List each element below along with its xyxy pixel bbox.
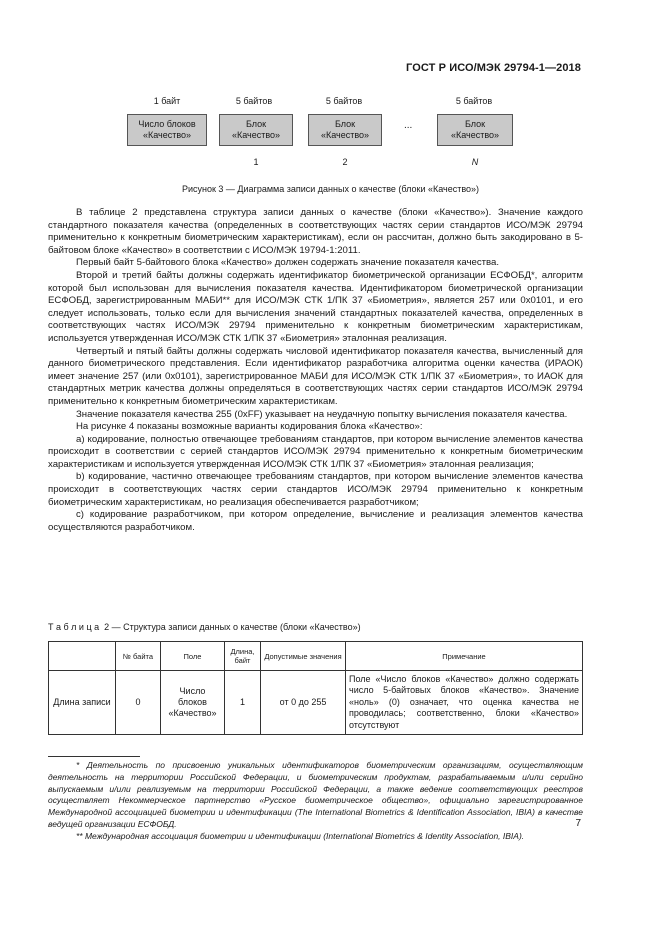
paragraph: На рисунке 4 показаны возможные варианты кодирования блока «Качество»: [76,421,423,433]
byte-label-3: 5 байтов [325,96,363,106]
table-caption: Т а б л и ц а 2 — Структура записи данных о качестве (блоки «Качество») [48,622,361,632]
byte-label-2: 5 байтов [235,96,273,106]
table-cell-note: Поле «Число блоков «Качество» должно содержать число 5-байтовых блоков «Качество». Значение «ноль» (0) означает, что оценка качества не проводилась; соответственно, блоки «Качество» отсутствуют [346,671,583,735]
header-cell: Допустимые значения [261,642,346,671]
footnotes [48,760,583,843]
footnote-divider [48,756,140,757]
block-count-box: Число блоков «Качество» [127,114,207,146]
header-cell: Поле [161,642,225,671]
byte-label-4: 5 байтов [455,96,493,106]
quality-record-diagram [0,0,661,200]
table-row [49,671,583,735]
figure-caption: Рисунок 3 — Диаграмма записи данных о качестве (блоки «Качество») [181,184,480,194]
byte-label-1: 1 байт [153,96,181,106]
quality-block-1: Блок «Качество» [219,114,293,146]
header-cell: Примечание [346,642,583,671]
document-header: ГОСТ Р ИСО/МЭК 29794-1—2018 [406,62,581,74]
paragraph: Первый байт 5-байтового блока «Качество» должен содержать значение показателя качества. [76,257,500,269]
paragraph: Второй и третий байты должны содержать идентификатор биометрической организации ЕСФОБД*, алгоритм которой был использован для вычисления показателя качества. Идентификатором биометрической организации ЕСФОБД, зарегистрированным МАБИ** для ИСО/МЭК СТК 1/ПК 37 «Биометрия», является 257 или 0x0101, и его следует использовать, только если для вычисления значений стандартных показателей качества, определенных в соответствующих частях ИСО/МЭК 29794 применительно к конкретным биометрическим характеристикам, используется утвержденная ИСО/МЭК СТК 1/ПК 37 «Биометрия» эталонная реализация. [48,269,583,344]
list-item: c) кодирование разработчиком, при котором определение, вычисление и реализация элементов качества осуществляются разработчиком. [48,509,583,533]
header-cell: № байта [116,642,161,671]
header-cell [49,642,116,671]
footnote: * Деятельность по присвоению уникальных идентификаторов биометрическим организациям, осуществляющим деятельность на территории Российской Федерации, и биометрическим продуктам, разрабатываемым и/или серийно выпускаемым и/или реализуемым на территории Российской Федерации, а также ведение соответствующих реестров осуществляет Некоммерческое партнерство «Русское биометрическое общество», официально зарегистрированное Международной ассоциацией биометрии и идентификации (The International Biometrics & Identification Association, IBIA) в качестве ведущей организации ЕСФОБД. [48,760,583,829]
page-number: 7 [575,818,581,829]
quality-block-2: Блок «Качество» [308,114,382,146]
block-index-1: 1 [253,157,259,167]
table-cell: 1 [225,671,261,735]
paragraph: Четвертый и пятый байты должны содержать числовой идентификатор показателя качества, вычисленный для данного биометрического представления. Если идентификатор разработчика алгоритма оценки качества (ИРАОК) имеет значение 257 (или 0x0101), зарегистрированное МАБИ для ИСО/МЭК СТК 1/ПК 37 «Биометрия», то ИАОК для стандартных метрик качества должны определяться в соответствующих частях серии стандартов ИСО/МЭК 29794 применительно к конкретным биометрическим характеристикам. [48,345,583,407]
paragraph: Значение показателя качества 255 (0xFF) указывает на неудачную попытку вычисления показателя качества. [76,408,568,420]
table-header-row [49,642,583,671]
list-item: а) кодирование, полностью отвечающее требованиям стандартов, при котором вычисление элементов качества происходит в соответствии с серией стандартов ИСО/МЭК 29794 применительно к конкретным биометрическим характеристикам и используется утвержденная ИСО/МЭК СТК 1/ПК 37 «Биометрия» эталонная реализация; [48,433,583,470]
quality-block-n: Блок «Качество» [437,114,513,146]
body-text [48,207,583,534]
table-cell: от 0 до 255 [261,671,346,735]
footnote: ** Международная ассоциация биометрии и идентификации (International Biometrics & Identity Association, IBIA). [76,830,525,841]
quality-record-table [48,641,583,735]
table-cell: Число блоков «Качество» [161,671,225,735]
table-cell: Длина записи [49,671,116,735]
paragraph: В таблице 2 представлена структура записи данных о качестве (блоки «Качество»). Значение каждого стандартного показателя качества (определенных в соответствующих частях серии стандартов ИСО/МЭК 29794 применительно к конкретным биометрическим характеристикам), если он рассчитан, должно быть закодировано в 5-байтовом блоке «Качество» в соответствии с ИСО/МЭК 19794-1:2011. [48,207,583,256]
list-item: b) кодирование, частично отвечающее требованиям стандартов, при котором вычисление элементов качества происходит в соответствующих частях серии стандартов ИСО/МЭК 29794 применительно к конкретным биометрическим характеристикам, но реализация обеспечивается разработчиком; [48,471,583,508]
table-cell: 0 [116,671,161,735]
header-cell: Длина, байт [225,642,261,671]
block-index-2: 2 [342,157,348,167]
block-index-n: N [471,157,479,167]
ellipsis: ... [404,120,413,131]
